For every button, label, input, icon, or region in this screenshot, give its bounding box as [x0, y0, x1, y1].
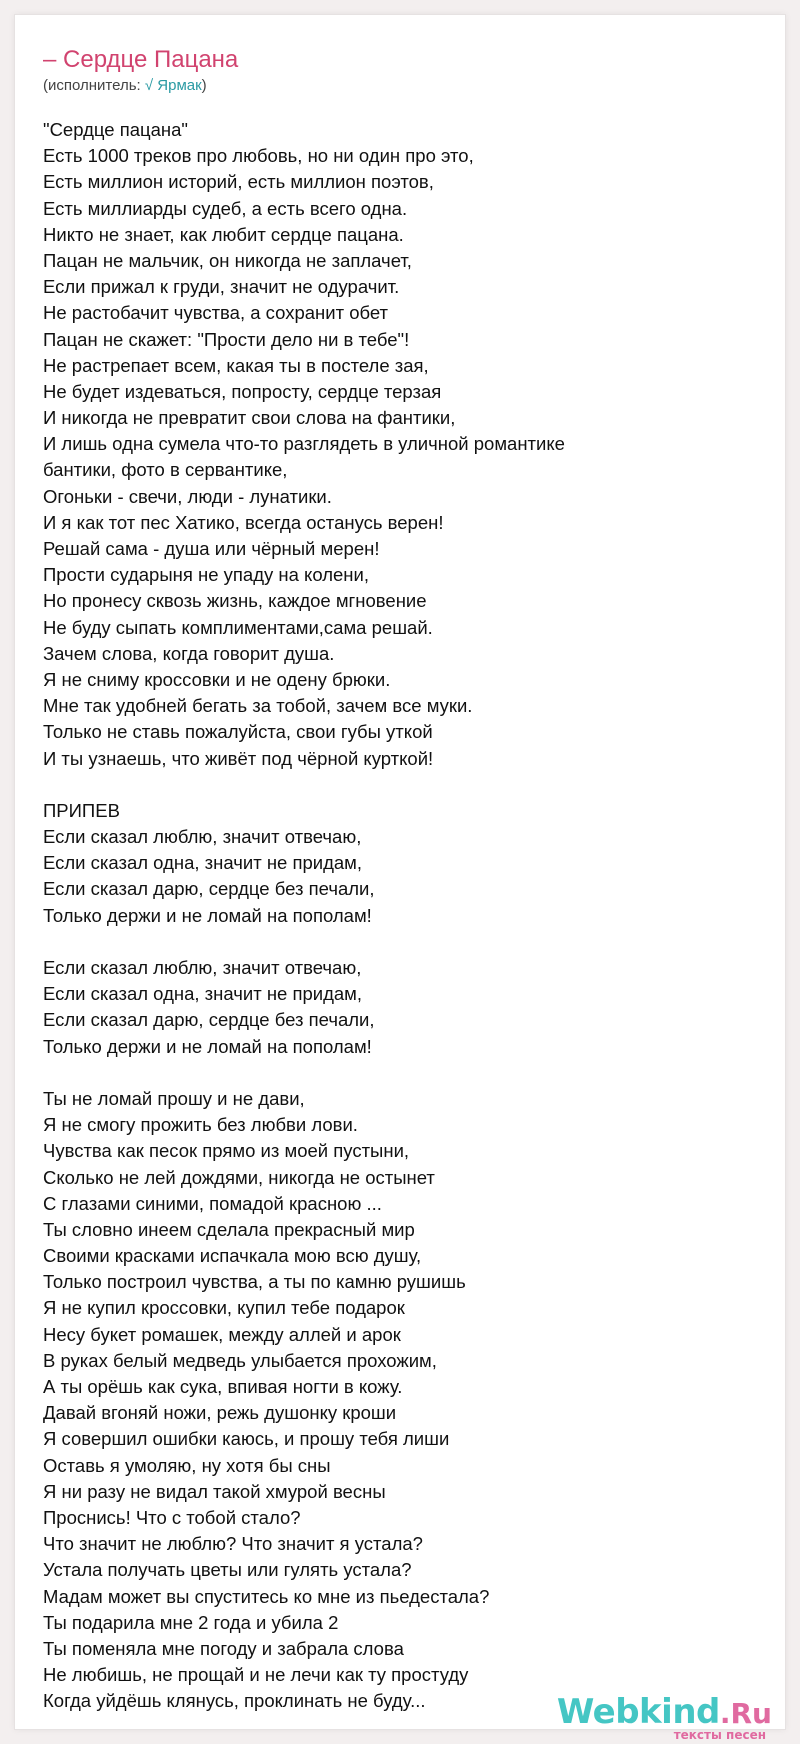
lyric-line: Есть миллиарды судеб, а есть всего одна.: [43, 197, 408, 219]
lyric-line: Прости сударыня не упаду на колени,: [43, 564, 369, 586]
lyric-line: Если сказал дарю, сердце без печали,: [43, 1009, 375, 1031]
lyric-line: Зачем слова, когда говорит душа.: [43, 642, 335, 664]
lyric-line: Огоньки - свечи, люди - лунатики.: [43, 485, 332, 507]
lyric-line: Ты словно инеем сделала прекрасный мир: [43, 1218, 415, 1240]
lyric-line: Если сказал люблю, значит отвечаю,: [43, 957, 362, 978]
lyric-line: Устала получать цветы или гулять устала?: [43, 1559, 412, 1581]
lyric-line: Решай сама - душа или чёрный мерен!: [43, 538, 380, 559]
artist-suffix: ): [201, 77, 207, 94]
lyric-line: Я не купил кроссовки, купил тебе подарок: [43, 1297, 405, 1319]
lyric-line: Своими красками испачкала мою всю душу,: [43, 1245, 422, 1267]
lyric-line: Я не сниму кроссовки и не одену брюки.: [43, 668, 391, 690]
lyric-line: Только держи и не ломай на пополам!: [43, 904, 372, 926]
lyric-line: Не любишь, не прощай и не лечи как ту простуду: [43, 1664, 469, 1686]
lyric-line: В руках белый медведь улыбается прохожим,: [43, 1349, 437, 1371]
lyric-line: Не растрепает всем, какая ты в постеле зая,: [43, 354, 429, 376]
lyric-line: Никто не знает, как любит сердце пацана.: [43, 223, 404, 245]
lyric-line: [43, 929, 763, 955]
lyric-line: Несу букет ромашек, между аллей и арок: [43, 1323, 401, 1345]
lyric-line: Давай вгоняй ножи, режь душонку кроши: [43, 1402, 397, 1424]
lyric-line: С глазами синими, помадой красною ...: [43, 1192, 382, 1214]
artist-prefix: (исполнитель:: [43, 77, 145, 94]
lyric-line: Когда уйдёшь клянусь, проклинать не буду...: [43, 1690, 426, 1712]
lyric-line: Мне так удобней бегать за тобой, зачем все муки.: [43, 695, 473, 717]
lyric-line: ПРИПЕВ: [43, 799, 120, 821]
lyric-line: [43, 1060, 763, 1086]
lyric-line: Чувства как песок прямо из моей пустыни,: [43, 1140, 410, 1162]
lyric-line: Ты поменяла мне погоду и забрала слова: [43, 1637, 404, 1659]
lyric-line: Но пронесу сквозь жизнь, каждое мгновение: [43, 590, 427, 612]
lyric-line: И никогда не превратит свои слова на фантики,: [43, 407, 456, 429]
lyric-line: Только построил чувства, а ты по камню рушишь: [43, 1271, 466, 1293]
lyric-line: Есть 1000 треков про любовь, но ни один про это,: [43, 145, 474, 167]
watermark-domain: .Ru: [719, 1697, 772, 1730]
lyric-line: Ты не ломай прошу и не дави,: [43, 1087, 305, 1109]
lyric-line: бантики, фото в сервантике,: [43, 459, 288, 481]
lyric-line: Оставь я умоляю, ну хотя бы сны: [43, 1454, 331, 1476]
lyric-line: "Сердце пацана": [43, 119, 188, 140]
artist-line: [43, 75, 207, 97]
lyric-line: Мадам может вы спуститесь ко мне из пьедестала?: [43, 1585, 490, 1607]
lyric-line: [43, 772, 763, 798]
lyric-line: Пацан не мальчик, он никогда не заплачет,: [43, 249, 412, 271]
lyric-line: Если сказал одна, значит не придам,: [43, 983, 363, 1005]
lyric-line: Я ни разу не видал такой хмурой весны: [43, 1480, 386, 1502]
lyric-line: Если сказал люблю, значит отвечаю,: [43, 826, 362, 848]
lyric-line: Если прижал к груди, значит не одурачит.: [43, 276, 400, 298]
lyric-line: И ты узнаешь, что живёт под чёрной курткой!: [43, 747, 434, 769]
lyric-line: Сколько не лей дождями, никогда не остынет: [43, 1166, 435, 1188]
lyric-line: Только не ставь пожалуйста, свои губы уткой: [43, 721, 433, 743]
lyric-line: Проснись! Что с тобой стало?: [43, 1506, 301, 1528]
song-title: – Сердце Пацана: [43, 46, 239, 73]
lyric-line: Только держи и не ломай на пополам!: [43, 1035, 372, 1057]
lyric-line: Не буду сыпать комплиментами,сама решай.: [43, 616, 433, 638]
lyric-line: И лишь одна сумела что-то разглядеть в уличной романтике: [43, 433, 565, 455]
lyrics-page: [14, 14, 786, 1730]
lyric-line: Если сказал одна, значит не придам,: [43, 852, 363, 874]
lyric-line: Пацан не скажет: "Прости дело ни в тебе"!: [43, 328, 410, 350]
lyric-line: Что значит не люблю? Что значит я устала?: [43, 1533, 423, 1555]
lyric-line: Не растобачит чувства, а сохранит обет: [43, 302, 389, 324]
artist-link[interactable]: √ Ярмак: [144, 77, 202, 94]
lyric-line: Я не смогу прожить без любви лови.: [43, 1114, 358, 1136]
lyric-line: Если сказал дарю, сердце без печали,: [43, 878, 375, 900]
watermark-tagline: тексты песен: [673, 1728, 766, 1742]
lyric-line: А ты орёшь как сука, впивая ногти в кожу.: [43, 1376, 403, 1397]
lyric-line: Ты подарила мне 2 года и убила 2: [43, 1611, 339, 1633]
lyrics-text: [43, 117, 763, 1714]
lyric-line: И я как тот пес Хатико, всегда останусь верен!: [43, 511, 444, 533]
lyric-line: Я совершил ошибки каюсь, и прошу тебя лиши: [43, 1428, 450, 1450]
watermark-brand: Webkind: [556, 1692, 720, 1732]
lyric-line: Не будет издеваться, попросту, сердце терзая: [43, 380, 442, 402]
lyric-line: Есть миллион историй, есть миллион поэтов,: [43, 171, 434, 193]
